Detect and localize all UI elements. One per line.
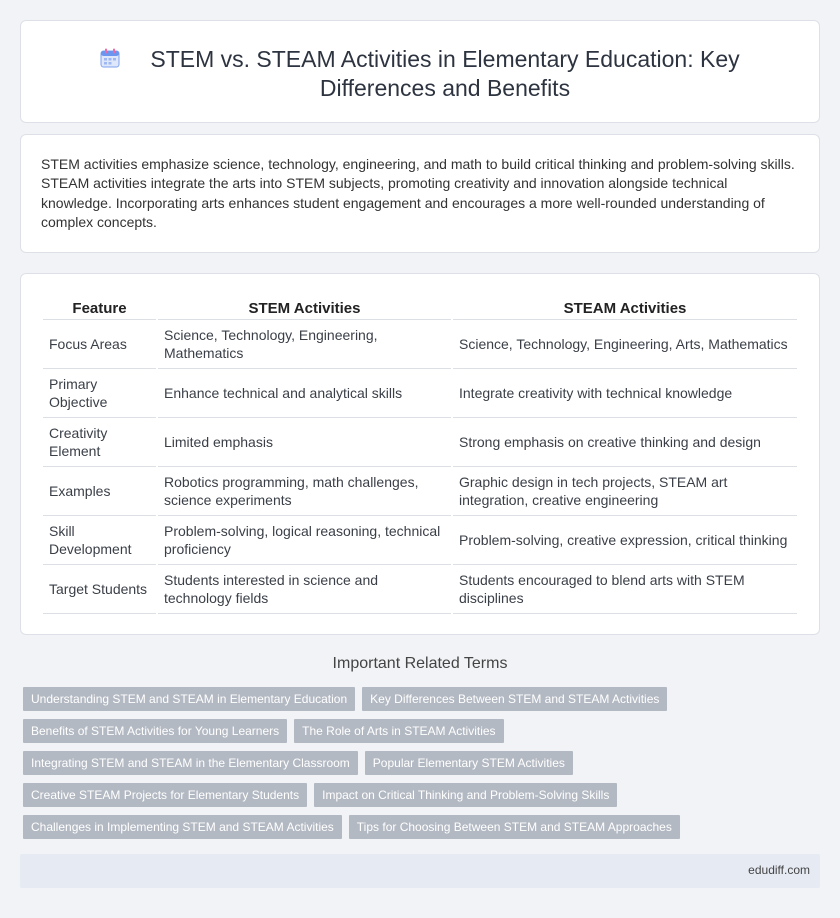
stem-cell: Enhance technical and analytical skills [158, 369, 451, 418]
steam-cell: Problem-solving, creative expression, critical thinking [453, 516, 797, 565]
feature-cell: Skill Development [43, 516, 156, 565]
header-steam: STEAM Activities [453, 294, 797, 320]
related-terms-list [23, 687, 683, 847]
steam-cell: Students encouraged to blend arts with STEM disciplines [453, 565, 797, 614]
steam-cell: Strong emphasis on creative thinking and design [453, 418, 797, 467]
related-term-link[interactable]: Benefits of STEM Activities for Young Learners [23, 719, 287, 743]
related-terms-title: Important Related Terms [332, 655, 508, 672]
feature-cell: Creativity Element [43, 418, 156, 467]
related-term-link[interactable]: Tips for Choosing Between STEM and STEAM Approaches [349, 815, 680, 839]
footer [20, 854, 820, 888]
table-row [43, 369, 797, 418]
table-row [43, 565, 797, 614]
table-header-row [43, 294, 797, 320]
table-row [43, 320, 797, 369]
related-term-link[interactable]: Understanding STEM and STEAM in Elementary Education [23, 687, 355, 711]
stem-cell: Problem-solving, logical reasoning, technical proficiency [158, 516, 451, 565]
title-card [20, 20, 820, 123]
related-term-link[interactable]: Key Differences Between STEM and STEAM Activities [362, 687, 667, 711]
stem-cell: Students interested in science and technology fields [158, 565, 451, 614]
related-term-link[interactable]: Challenges in Implementing STEM and STEAM Activities [23, 815, 342, 839]
stem-cell: Science, Technology, Engineering, Mathematics [158, 320, 451, 369]
related-term-link[interactable]: Popular Elementary STEM Activities [365, 751, 573, 775]
stem-cell: Robotics programming, math challenges, science experiments [158, 467, 451, 516]
related-term-link[interactable]: Integrating STEM and STEAM in the Elementary Classroom [23, 751, 358, 775]
steam-cell: Graphic design in tech projects, STEAM art integration, creative engineering [453, 467, 797, 516]
table-row [43, 418, 797, 467]
related-term-link[interactable]: Impact on Critical Thinking and Problem-Solving Skills [314, 783, 617, 807]
related-term-link[interactable]: The Role of Arts in STEAM Activities [294, 719, 503, 743]
steam-cell: Integrate creativity with technical knowledge [453, 369, 797, 418]
feature-cell: Focus Areas [43, 320, 156, 369]
stem-cell: Limited emphasis [158, 418, 451, 467]
related-term-link[interactable]: Creative STEAM Projects for Elementary Students [23, 783, 307, 807]
feature-cell: Primary Objective [43, 369, 156, 418]
table-row [43, 467, 797, 516]
footer-site: edudiff.com [748, 863, 810, 877]
header-feature: Feature [43, 294, 156, 320]
steam-cell: Science, Technology, Engineering, Arts, Mathematics [453, 320, 797, 369]
comparison-card [20, 273, 820, 635]
comparison-table [41, 294, 799, 614]
summary-text: STEM activities emphasize science, technology, engineering, and math to build critical thinking and problem-solving skills. STEAM activities integrate the arts into STEM subjects, promoting creativity and innovation alongside technical knowledge. Incorporating arts enhances student engagement and encourages a more well-rounded understanding of complex concepts. [41, 156, 795, 231]
feature-cell: Examples [43, 467, 156, 516]
page-title: STEM vs. STEAM Activities in Elementary Education: Key Differences and Benefits [150, 46, 740, 101]
feature-cell: Target Students [43, 565, 156, 614]
summary-card [20, 134, 820, 253]
table-row [43, 516, 797, 565]
header-stem: STEM Activities [158, 294, 451, 320]
